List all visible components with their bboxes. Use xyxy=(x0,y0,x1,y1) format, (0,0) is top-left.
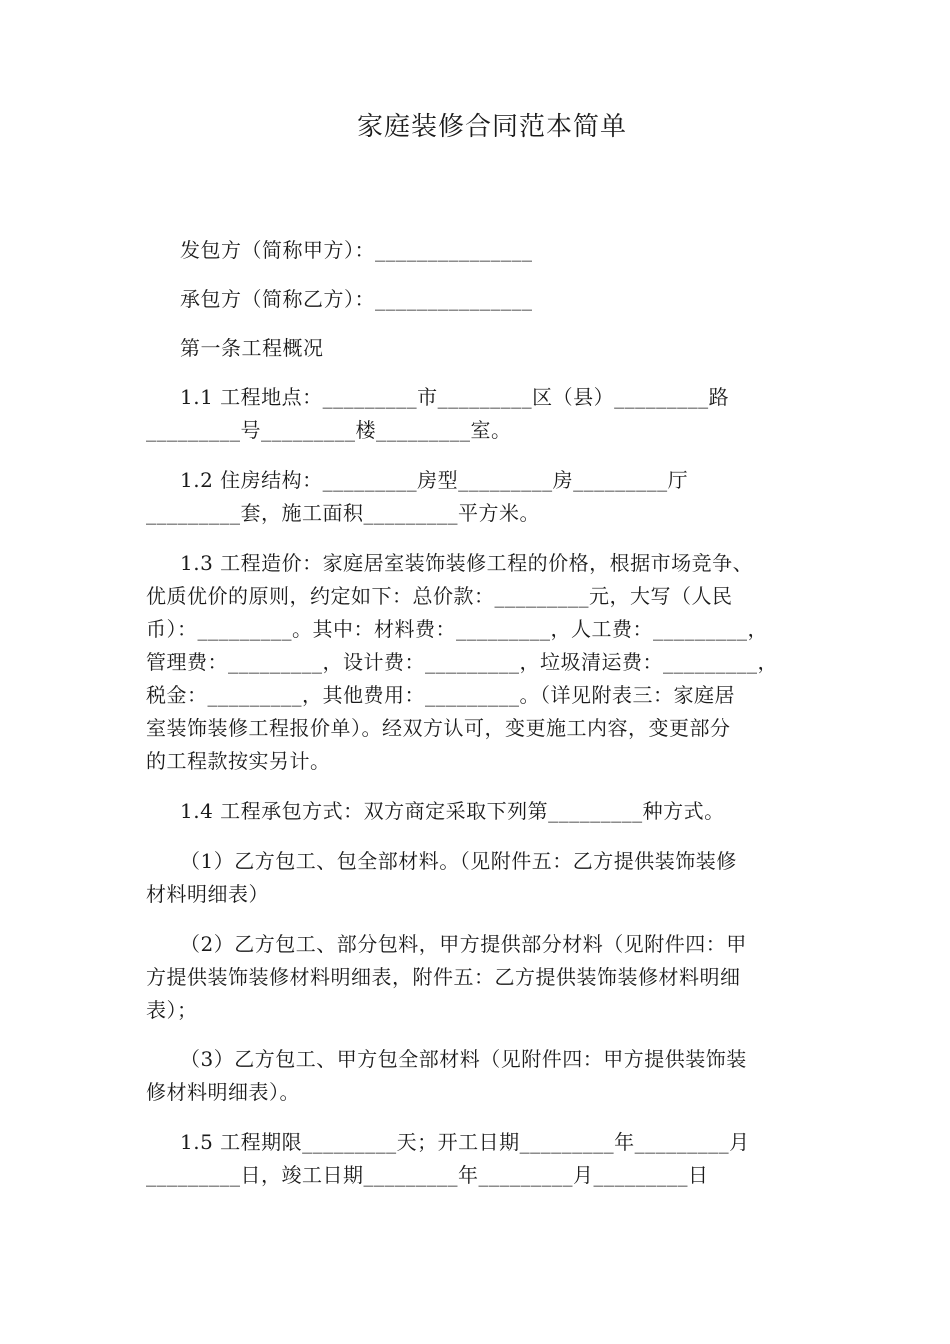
option-1-line-2: 材料明细表） xyxy=(146,882,269,906)
option-1-line-1: （1）乙方包工、包全部材料。（见附件五：乙方提供装饰装修 xyxy=(180,849,737,873)
clause-1-2-line-2: _________套，施工面积_________平方米。 xyxy=(146,501,540,525)
clause-1-2-line-1: 1.2 住房结构：_________房型_________房_________厅 xyxy=(180,468,689,492)
clause-1-3-line-7: 的工程款按实另计。 xyxy=(146,749,331,773)
party-b-line: 承包方（简称乙方）：_______________ xyxy=(180,287,533,311)
clause-1-5-line-1: 1.5 工程期限_________天；开工日期_________年_________月 xyxy=(180,1130,750,1154)
clause-1-3-line-5: 税金：_________，其他费用：_________。（详见附表三：家庭居 xyxy=(146,683,735,707)
clause-1-1-line-2: _________号_________楼_________室。 xyxy=(146,418,512,442)
option-2-line-2: 方提供装饰装修材料明细表，附件五：乙方提供装饰装修材料明细 xyxy=(146,965,741,989)
clause-1-3-line-4: 管理费：_________，设计费：_________，垃圾清运费：_________， xyxy=(146,650,778,674)
option-2-line-1: （2）乙方包工、部分包料，甲方提供部分材料（见附件四：甲 xyxy=(180,932,747,956)
clause-1-3-line-1: 1.3 工程造价：家庭居室装饰装修工程的价格，根据市场竞争、 xyxy=(180,551,754,575)
option-3-line-2: 修材料明细表）。 xyxy=(146,1080,300,1104)
clause-1-5-line-2: _________日，竣工日期_________年_________月_________日 xyxy=(146,1163,709,1187)
clause-1-3-line-2: 优质优价的原则，约定如下：总价款：_________元，大写（人民 xyxy=(146,584,733,608)
party-a-line: 发包方（简称甲方）：_______________ xyxy=(180,238,533,262)
clause-1-3-line-6: 室装饰装修工程报价单）。经双方认可，变更施工内容，变更部分 xyxy=(146,716,731,740)
clause-1-1-line-1: 1.1 工程地点：_________市_________区（县）_________路 xyxy=(180,385,730,409)
option-2-line-3: 表）； xyxy=(146,998,198,1022)
clause-1-4-line-1: 1.4 工程承包方式：双方商定采取下列第_________种方式。 xyxy=(180,799,725,823)
article-1-heading: 第一条工程概况 xyxy=(180,336,324,360)
clause-1-3-line-3: 币）：_________。其中：材料费：_________，人工费：_________， xyxy=(146,617,768,641)
option-3-line-1: （3）乙方包工、甲方包全部材料（见附件四：甲方提供装饰装 xyxy=(180,1047,747,1071)
document-title: 家庭装修合同范本简单 xyxy=(356,112,627,142)
